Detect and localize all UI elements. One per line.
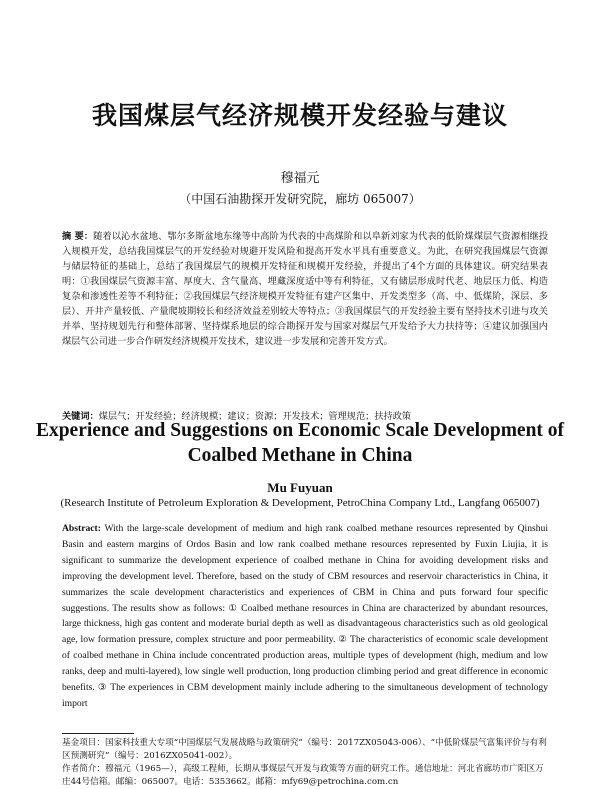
chinese-abstract-text: 随着以沁水盆地、鄂尔多斯盆地东缘等中高阶为代表的中高煤阶和以阜新刘家为代表的低阶煤煤层气资源相继投入规模开发，总结我国煤层气的开发经验对规避开发风险和提高开发水平具有重要意义。为此，在研究我国煤层气资源与储层特征的基础上，总结了我国煤层气的规模开发特征和规模开发经验，并提出了4个方面的具体建议。研究结果表明：①我国煤层气资源丰富、厚度大、含气量高、埋藏深度适中等有利特征，又有储层形成时代老、地层压力低、构造复杂和渗透性差等不利特征；②我国煤层气经济规模开发特征有建产区集中、开发类型多（高、中、低煤阶，深层、多层）、开井产量较低、产量爬坡期较长和经济效益差别较大等特点；③我国煤层气的开发经验主要有坚持技术引进与攻关并举、坚持规划先行和整体部署、坚持煤系地层的综合勘探开发与国家对煤层气开发给予大力扶持等；④建议加强国内煤层气公司进一步合作研发经济规模开发技术，建议进一步发展和完善开发方式。	[62, 231, 549, 347]
chinese-affiliation: （中国石油勘探开发研究院，廊坊 065007）	[179, 192, 421, 206]
english-author: Mu Fuyuan	[267, 480, 333, 495]
footnote-author-info: 作者简介：穆福元（1965—），高级工程师，长期从事煤层气开发与政策等方面的研究工作。通信地址：河北省廊坊市广阳区万庄44号信箱。邮编：065007。电话：5353662。邮箱：mfy69@petrochina.com.cn	[62, 764, 544, 787]
english-affiliation: (Research Institute of Petroleum Exploration & Development, PetroChina Company Ltd., Langfang 065007)	[60, 497, 540, 509]
chinese-keywords-label: 关键词：	[62, 411, 99, 422]
chinese-keywords-text: 煤层气；开发经验；经济规模；建议；资源；开发技术；管理规范；扶持政策	[98, 411, 412, 422]
english-abstract-label: Abstract:	[62, 523, 101, 534]
english-abstract-text: With the large-scale development of medium and high rank coalbed methane resources represented by Qinshui Basin and eastern margins of Ordos Basin and low rank coalbed methane resources represented by Fuxin Liujia, it is significant to summarize the development experience of coalbed methane in China for avoiding development risks and improving the development level. Therefore, based on the study of CBM resources and reservoir characteristics in China, it summarizes the scale development characteristics and experiences of CBM in China and puts forward four specific suggestions. The results show as follows: ① Coalbed methane resources in China are characterized by abundant resources, large thickness, high gas content and moderate burial depth as well as disadvantageous characteristics such as old geological age, low formation pressure, complex structure and poor permeability. ② The characteristics of economic scale development of coalbed methane in China include concentrated production areas, multiple types of development (high, medium and low ranks, deep and multi-layered), low single well production, long production climbing period and great difference in economic benefits. ③ The experiences in CBM development mainly include adhering to the simultaneous development of technology import	[62, 523, 548, 709]
footnote-divider	[62, 733, 134, 734]
chinese-abstract	[62, 229, 548, 349]
chinese-author: 穆福元	[280, 171, 320, 186]
english-abstract	[62, 521, 548, 712]
english-title: Experience and Suggestions on Economic Scale Development of Coalbed Methane in China	[35, 420, 565, 466]
footnote	[62, 737, 548, 789]
chinese-title: 我国煤层气经济规模开发经验与建议	[91, 101, 508, 130]
footnote-fund: 基金项目：国家科技重大专项“中国煤层气发展战略与政策研究”（编号：2017ZX05043-006）、“中低阶煤层气富集评价与有利区预测研究”（编号：2016ZX05041-002）。	[62, 738, 547, 761]
chinese-abstract-label: 摘 要：	[62, 231, 94, 242]
